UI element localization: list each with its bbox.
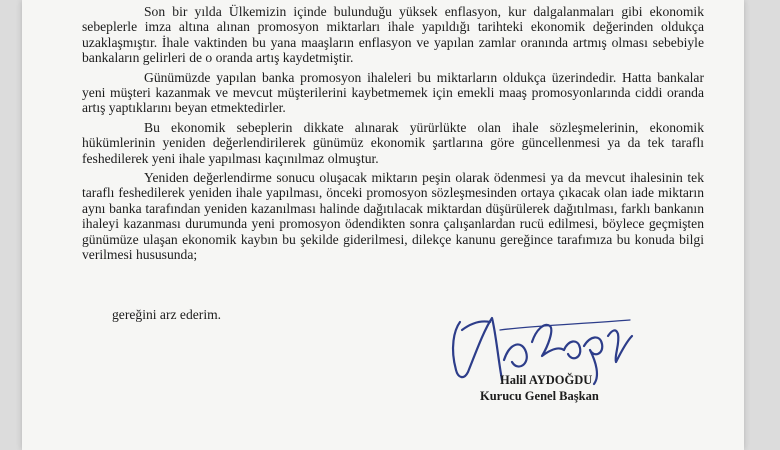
paragraph-4: Yeniden değerlendirme sonucu oluşacak miktarın peşin olarak ödenmesi ya da mevcut ihalesinin tek taraflı feshedilerek yeniden ihale yapılması, önceki promosyon sözleşmesinden ortaya çıkacak olan iade miktarın aynı banka tarafından yeniden kazanılması halinde dağıtılacak miktardan düşürülerek dağıtılması, farklı bankanın ihaleyi kazanması durumunda yeni promosyon ödendikten sonra çalışanlardan rucü edilmesi, böylece geçmişten günümüze ulaşan ekonomik kaybın bu şekilde giderilmesi, dilekçe kanunu gereğince tarafımıza bu konuda bilgi verilmesi hususunda; <box>82 170 704 263</box>
signature-block <box>480 372 660 404</box>
closing-line: gereğini arz ederim. <box>112 307 222 322</box>
paragraph-2: Günümüzde yapılan banka promosyon ihaleleri bu miktarların oldukça üzerindedir. Hatta bankalar yeni müşteri kazanmak ve mevcut müşterilerini kaybetmemek için emekli maaş promosyonlarında ciddi oranda artış yaptıklarını beyan etmektedirler. <box>82 69 704 116</box>
paragraph-3: Bu ekonomik sebeplerin dikkate alınarak yürürlükte olan ihale sözleşmelerinin, ekonomik hükümlerinin yeniden değerlendirilerek günümüz ekonomik şartlarına göre güncellenmesi ya da tek taraflı feshedilerek yeni ihale yapılması kaçınılmaz olmuştur. <box>82 119 704 166</box>
signer-title: Kurucu Genel Başkan <box>480 389 599 403</box>
signer-name: Halil AYDOĞDU <box>500 373 593 387</box>
paragraph-1: Son bir yılda Ülkemizin içinde bulunduğu yüksek enflasyon, kur dalgalanmaları gibi ekonomik sebeplerle imza altına alınan promosyon miktarları ihale yapıldığı tarihteki ekonomik değerinden oldukça uzaklaşmıştır. İhale vaktinden bu yana maaşların enflasyon ve yapılan zamlar oranında artmış olması sebebiyle bankaların gelirleri de o oranda artış kaydetmiştir. <box>82 4 704 66</box>
letter-body <box>82 4 704 267</box>
document-page <box>22 0 744 450</box>
